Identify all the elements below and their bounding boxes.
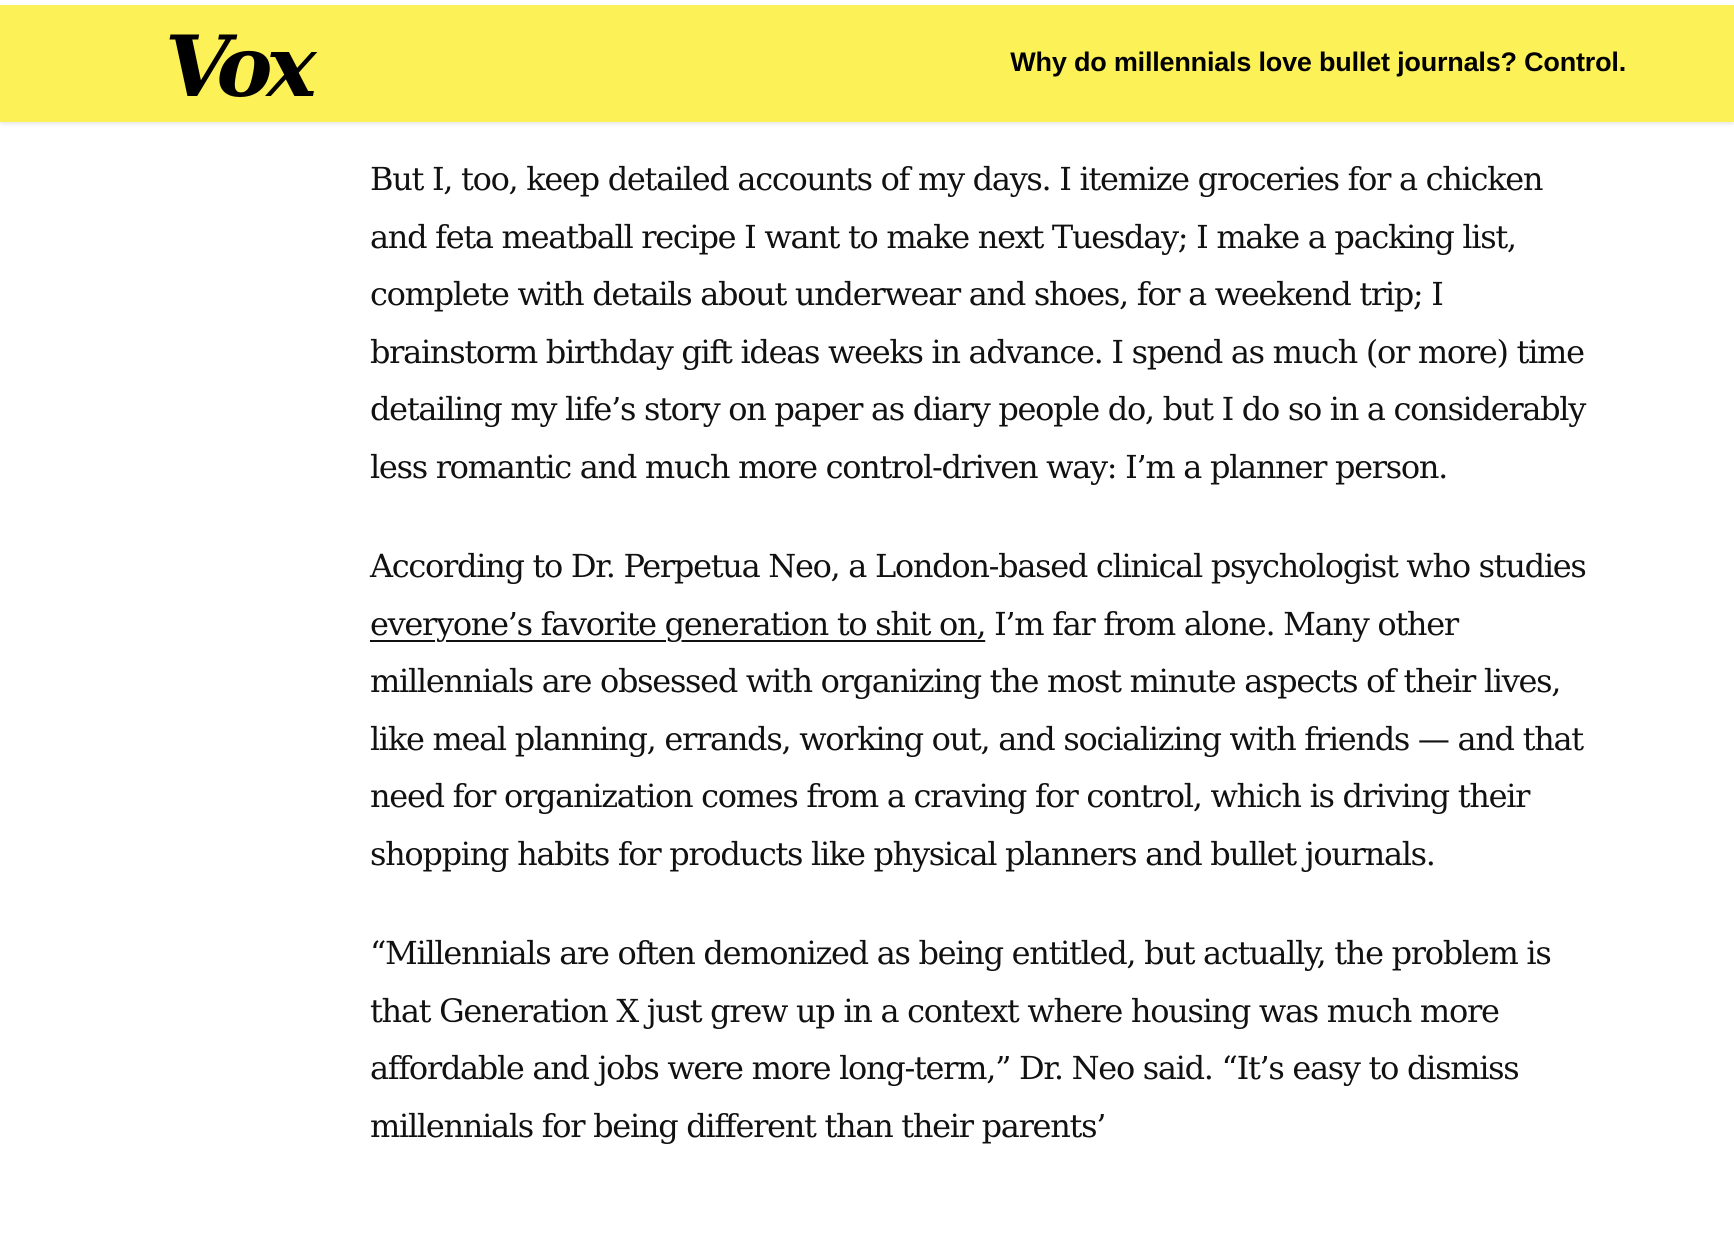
article-paragraph-3: “Millennials are often demonized as being entitled, but actually, the problem is that Generation X just grew up in a context where housing was much more affordable and jobs were more long-term,” Dr. Neo said. “It’s easy to dismiss millennials for being different than their parents’ xyxy=(370,934,1551,1145)
paragraph-2-text-start: According to Dr. Perpetua Neo, a London-based clinical psychologist who studies xyxy=(370,547,1586,585)
article-paragraph-2 xyxy=(370,538,1600,883)
site-header xyxy=(0,5,1734,122)
vox-logo[interactable]: Vox xyxy=(165,17,311,116)
article-body xyxy=(370,151,1600,1197)
header-article-title[interactable]: Why do millennials love bullet journals? Control. xyxy=(1010,47,1626,77)
article-paragraph-1: But I, too, keep detailed accounts of my days. I itemize groceries for a chicken and feta meatball recipe I want to make next Tuesday; I make a packing list, complete with details about underwear and shoes, for a weekend trip; I brainstorm birthday gift ideas weeks in advance. I spend as much (or more) time detailing my life’s story on paper as diary people do, but I do so in a considerably less romantic and much more control-driven way: I’m a planner person. xyxy=(370,160,1585,486)
paragraph-2-text-end: I’m far from alone. Many other millennials are obsessed with organizing the most minute aspects of their lives, like meal planning, errands, working out, and socializing with friends — and that need for organization comes from a craving for control, which is driving their shopping habits for products like physical planners and bullet journals. xyxy=(370,604,1583,873)
generation-link[interactable]: everyone’s favorite generation to shit on, xyxy=(370,604,986,643)
